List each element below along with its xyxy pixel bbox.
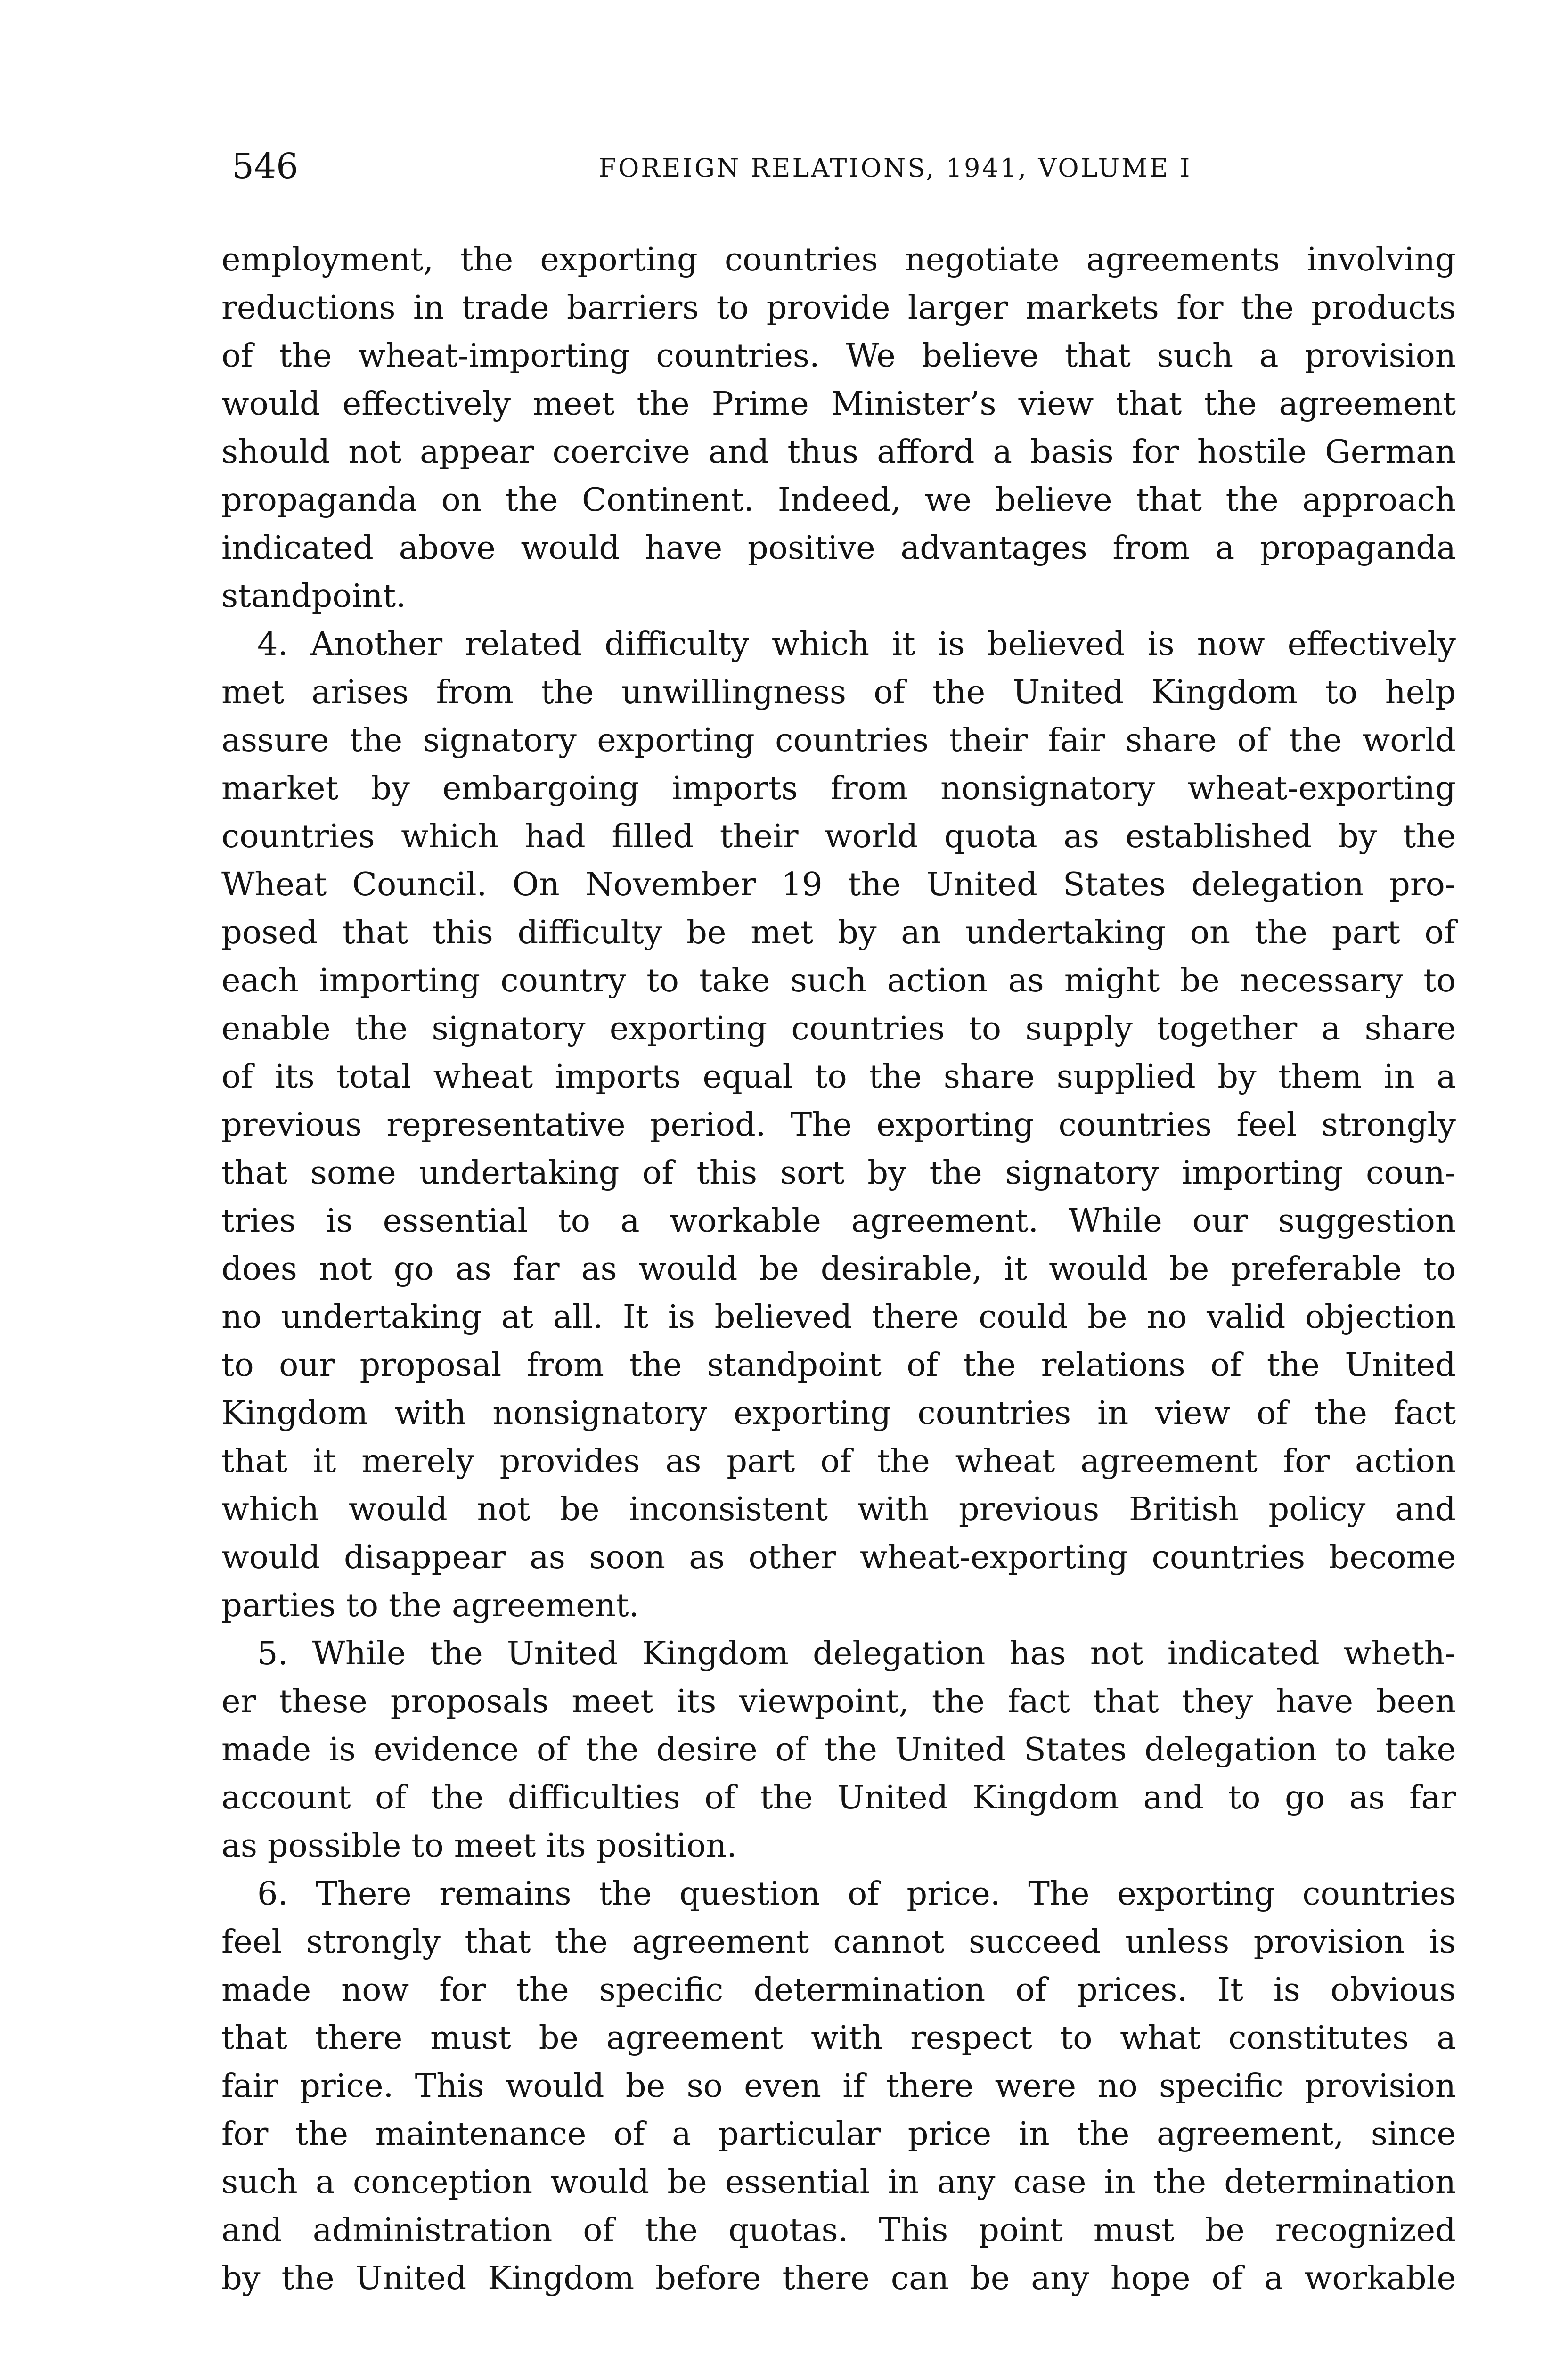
text-line: to our proposal from the standpoint of the relations of the United xyxy=(221,1346,1456,1384)
text-line: by the United Kingdom before there can be any hope of a workable xyxy=(221,2259,1456,2297)
text-line: as possible to meet its position. xyxy=(221,1827,737,1865)
text-line: of the wheat-importing countries. We believe that such a provision xyxy=(221,337,1456,375)
text-line: does not go as far as would be desirable, it would be preferable to xyxy=(221,1250,1456,1288)
text-line: each importing country to take such action as might be necessary to xyxy=(221,962,1456,999)
text-line: assure the signatory exporting countries their fair share of the world xyxy=(221,721,1456,759)
text-line: indicated above would have positive advantages from a propaganda xyxy=(221,529,1456,567)
text-line: that there must be agreement with respect to what constitutes a xyxy=(221,2019,1456,2057)
text-line: previous representative period. The exporting countries feel strongly xyxy=(221,1106,1456,1144)
text-line: propaganda on the Continent. Indeed, we believe that the approach xyxy=(221,481,1456,519)
text-line: market by embargoing imports from nonsignatory wheat-exporting xyxy=(221,769,1456,807)
text-line: tries is essential to a workable agreement. While our suggestion xyxy=(221,1202,1456,1240)
text-line: that it merely provides as part of the wheat agreement for action xyxy=(221,1442,1456,1480)
text-line: reductions in trade barriers to provide larger markets for the products xyxy=(221,289,1456,327)
text-line: parties to the agreement. xyxy=(221,1587,639,1624)
text-line: feel strongly that the agreement cannot succeed unless provision is xyxy=(221,1923,1456,1961)
text-line: would effectively meet the Prime Minister’s view that the agreement xyxy=(221,385,1456,423)
running-head xyxy=(221,141,1484,198)
text-line: posed that this difficulty be met by an undertaking on the part of xyxy=(221,914,1456,951)
page-number: 546 xyxy=(232,146,299,187)
running-title: FOREIGN RELATIONS, 1941, VOLUME I xyxy=(598,153,1192,183)
text-line: made is evidence of the desire of the United States delegation to take xyxy=(221,1731,1456,1768)
text-line: countries which had filled their world quota as established by the xyxy=(221,818,1456,855)
text-line: and administration of the quotas. This point must be recognized xyxy=(221,2211,1456,2249)
text-line: would disappear as soon as other wheat-exporting countries become xyxy=(221,1538,1456,1576)
text-line: account of the difficulties of the United Kingdom and to go as far xyxy=(221,1779,1456,1816)
text-line: Kingdom with nonsignatory exporting countries in view of the fact xyxy=(221,1394,1456,1432)
text-line: Wheat Council. On November 19 the United States delegation pro- xyxy=(221,866,1456,903)
text-line: 5. While the United Kingdom delegation has not indicated wheth- xyxy=(257,1635,1456,1672)
text-line: er these proposals meet its viewpoint, the fact that they have been xyxy=(221,1683,1456,1720)
text-line: fair price. This would be so even if there were no specific provision xyxy=(221,2067,1456,2105)
text-line: enable the signatory exporting countries to supply together a share xyxy=(221,1010,1456,1047)
text-line: for the maintenance of a particular price in the agreement, since xyxy=(221,2115,1456,2153)
text-line: of its total wheat imports equal to the share supplied by them in a xyxy=(221,1058,1456,1096)
text-line: employment, the exporting countries negotiate agreements involving xyxy=(221,241,1456,278)
text-line: 4. Another related difficulty which it is believed is now effectively xyxy=(257,625,1456,663)
text-line: met arises from the unwillingness of the United Kingdom to help xyxy=(221,673,1456,711)
body-text xyxy=(221,236,1456,2302)
text-line: 6. There remains the question of price. The exporting countries xyxy=(257,1875,1456,1913)
text-line: should not appear coercive and thus afford a basis for hostile German xyxy=(221,433,1456,471)
text-line: no undertaking at all. It is believed there could be no valid objection xyxy=(221,1298,1456,1336)
text-line: such a conception would be essential in any case in the determination xyxy=(221,2163,1456,2201)
text-line: standpoint. xyxy=(221,577,406,615)
text-line: that some undertaking of this sort by the signatory importing coun- xyxy=(221,1154,1456,1192)
text-line: which would not be inconsistent with previous British policy and xyxy=(221,1490,1456,1528)
text-line: made now for the specific determination of prices. It is obvious xyxy=(221,1971,1456,2009)
